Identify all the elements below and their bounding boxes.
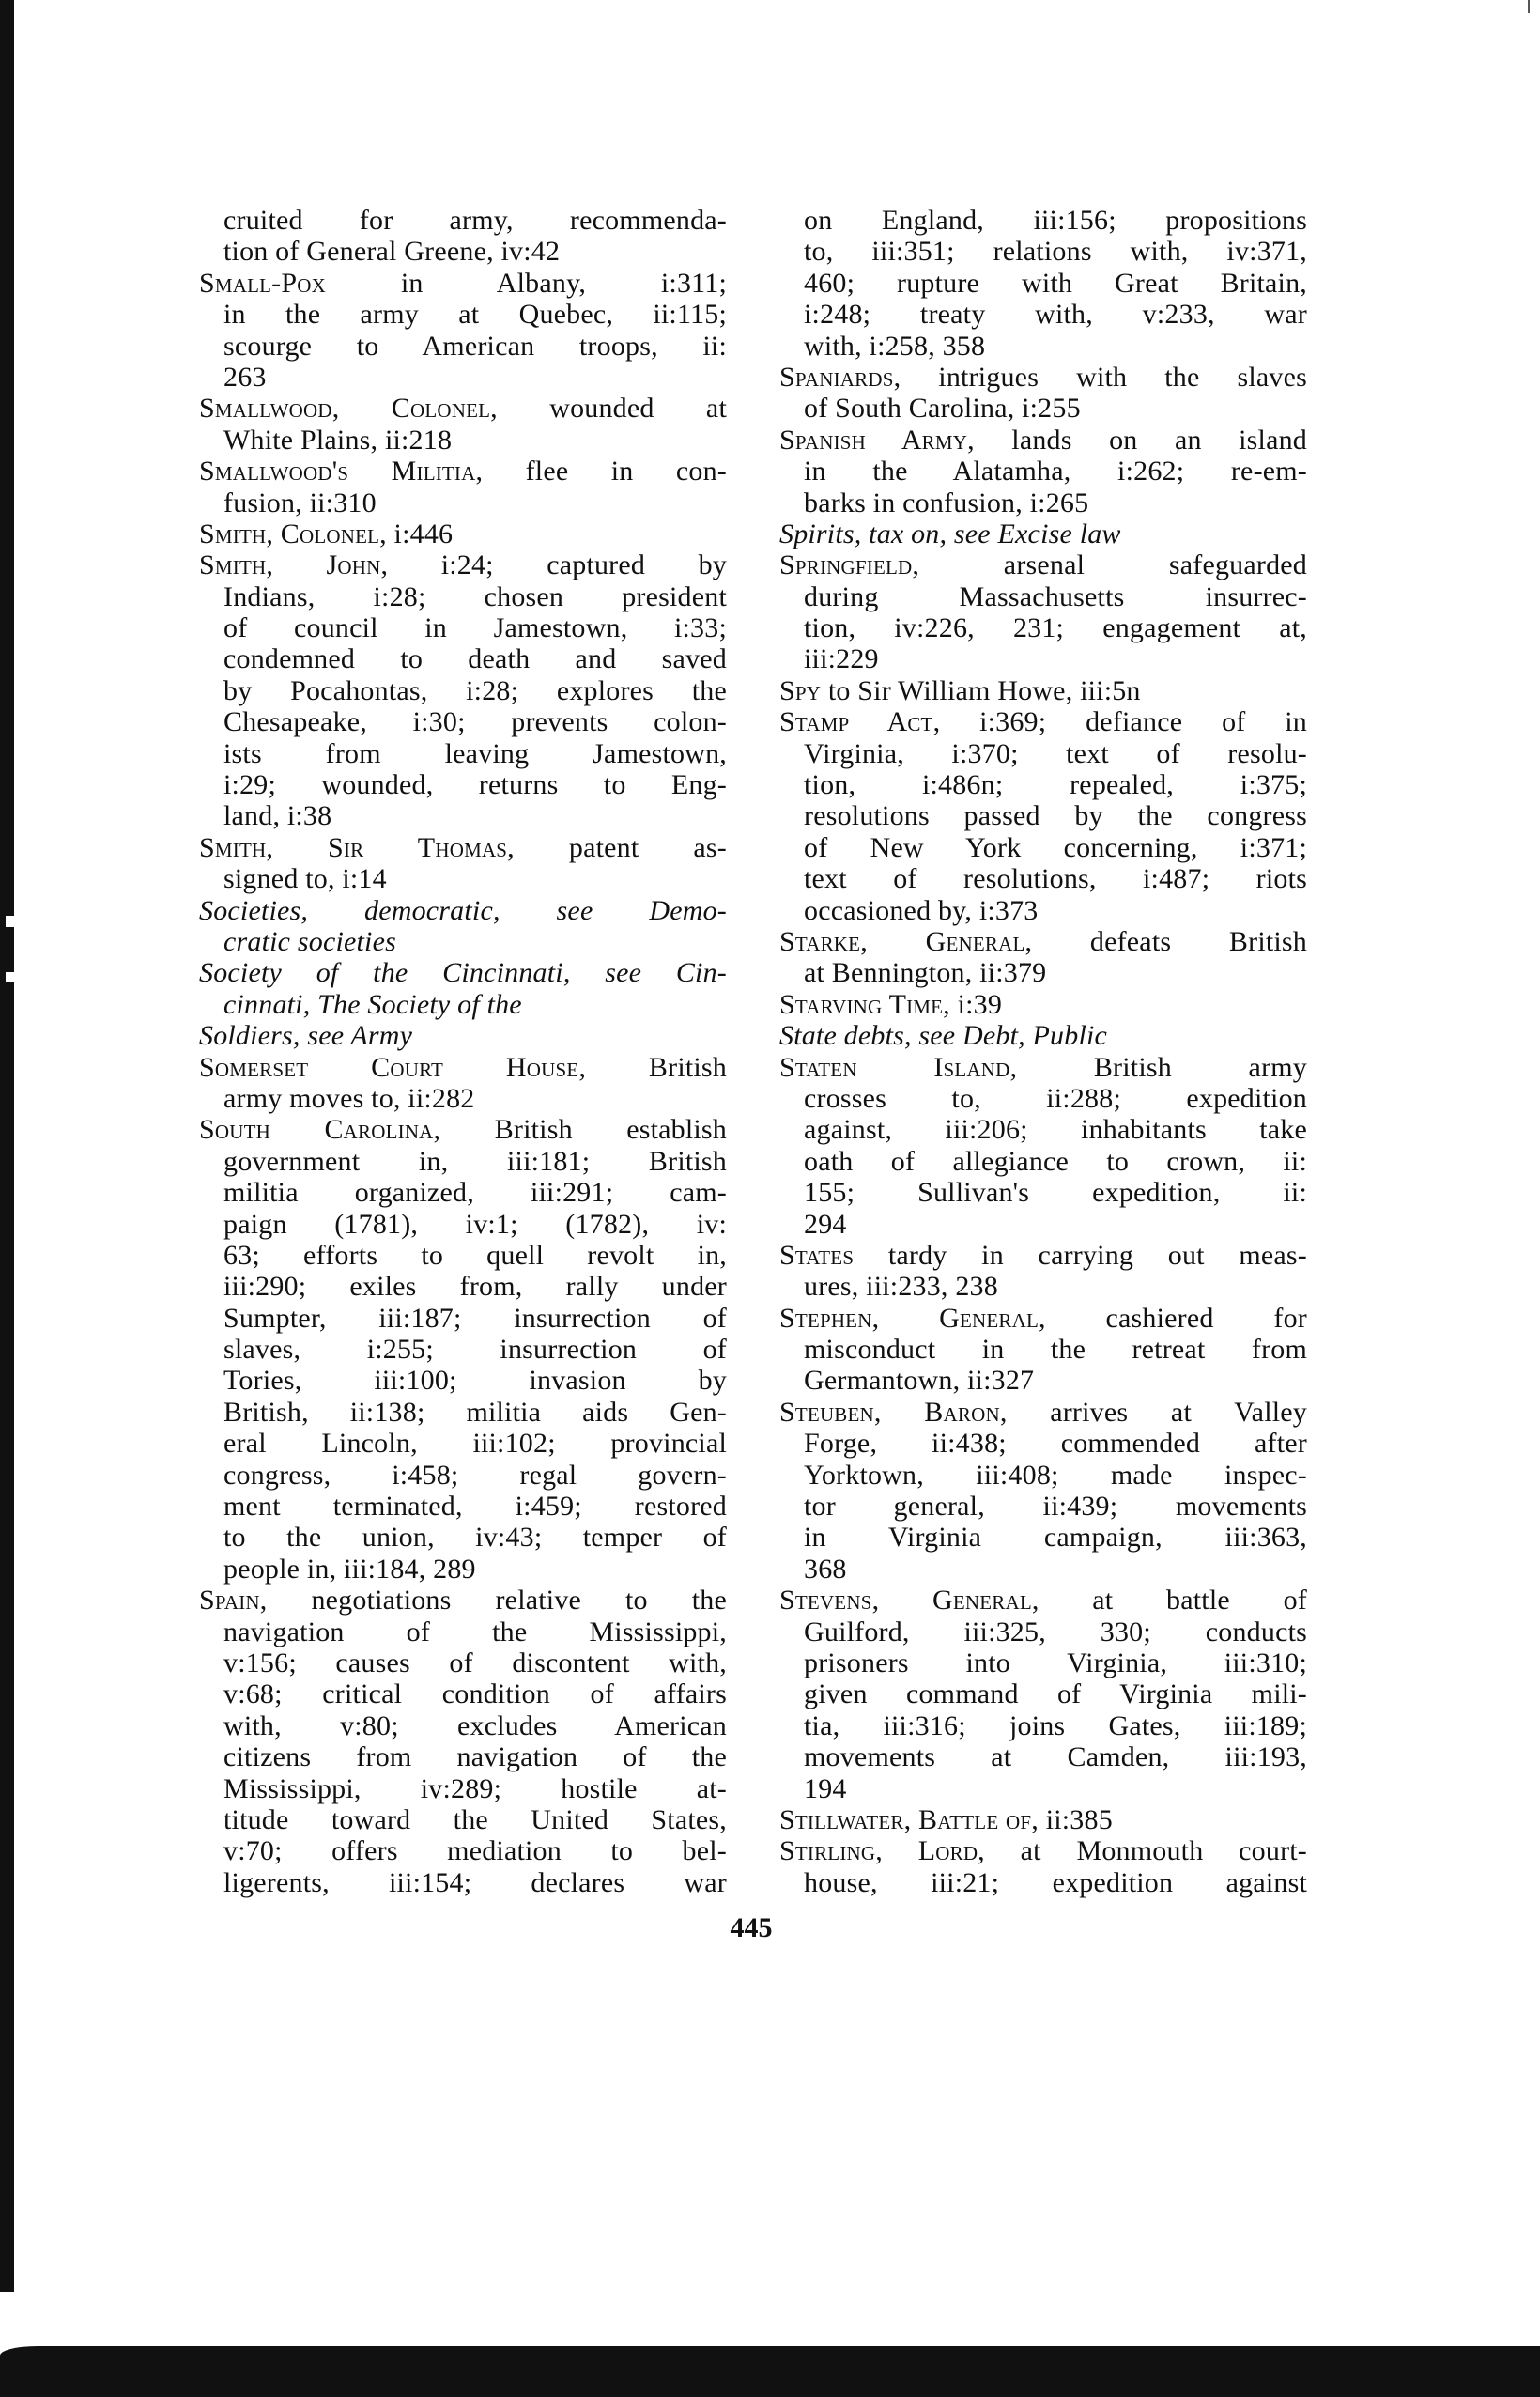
index-entry-heading: Starving Time, <box>779 988 950 1020</box>
index-line <box>199 1114 727 1145</box>
index-entry-text: v:70; offers mediation to bel- <box>223 1835 727 1867</box>
index-line <box>779 675 1307 706</box>
index-entry-text: in Virginia campaign, iii:363, <box>804 1522 1307 1554</box>
index-line <box>199 1491 727 1522</box>
index-line <box>779 1647 1307 1678</box>
index-entry-heading: Stamp Act, <box>779 706 941 738</box>
index-line <box>779 1710 1307 1741</box>
index-line <box>199 331 727 362</box>
index-line <box>779 863 1307 894</box>
index-line <box>199 895 727 926</box>
index-cross-reference: Societies, democratic, see Demo- <box>199 894 727 926</box>
index-entry-heading: Stirling, Lord, <box>779 1835 985 1867</box>
index-line <box>779 832 1307 863</box>
index-entry-heading: Stillwater, Battle of, <box>779 1803 1039 1835</box>
index-entry-text: in Albany, i:311; <box>325 267 727 299</box>
index-entry-text: tardy in carrying out meas- <box>854 1239 1307 1271</box>
index-line <box>199 1867 727 1898</box>
index-line <box>199 832 727 863</box>
index-line <box>199 1460 727 1491</box>
index-line <box>199 1397 727 1428</box>
index-line <box>199 1804 727 1835</box>
index-entry-text: in the army at Quebec, ii:115; <box>223 299 727 331</box>
index-cross-reference: Society of the Cincinnati, see Cin- <box>199 957 727 989</box>
index-line <box>199 1271 727 1302</box>
index-entry-text: ii:385 <box>1039 1803 1113 1835</box>
index-line <box>779 895 1307 926</box>
index-line <box>779 1773 1307 1804</box>
index-line <box>779 581 1307 612</box>
index-line <box>779 800 1307 831</box>
index-line <box>779 1303 1307 1334</box>
index-entry-text: with, i:258, 358 <box>804 330 986 362</box>
index-line <box>199 706 727 737</box>
index-line <box>779 1020 1307 1051</box>
index-line <box>779 549 1307 580</box>
index-entry-heading: Smith, John, <box>199 549 389 581</box>
scan-edge-gap <box>6 916 14 927</box>
index-line <box>779 1052 1307 1083</box>
index-line <box>779 236 1307 267</box>
scan-edge-left <box>0 0 14 2292</box>
index-entry-text: land, i:38 <box>223 800 332 832</box>
index-line <box>199 1209 727 1240</box>
index-line <box>199 1020 727 1051</box>
index-entry-text: condemned to death and saved <box>223 643 727 675</box>
index-line <box>199 1365 727 1396</box>
index-line <box>779 518 1307 549</box>
index-entry-text: defeats British <box>1032 925 1307 957</box>
index-line <box>779 957 1307 988</box>
index-line <box>779 738 1307 769</box>
index-entry-text: to, iii:351; relations with, iv:371, <box>804 236 1307 268</box>
index-entry-text: of New York concerning, i:371; <box>804 831 1307 863</box>
index-line <box>199 1773 727 1804</box>
index-line <box>199 800 727 831</box>
index-entry-text: wounded at <box>497 393 727 425</box>
index-line <box>779 1522 1307 1553</box>
index-line <box>779 1083 1307 1114</box>
index-entry-heading: Starke, General, <box>779 925 1033 957</box>
index-line <box>779 456 1307 487</box>
index-entry-text: iii:229 <box>804 643 879 675</box>
index-entry-text: British <box>586 1051 727 1083</box>
index-line <box>779 1491 1307 1522</box>
index-entry-text: intrigues with the slaves <box>901 361 1307 393</box>
index-entry-heading: Stephen, General, <box>779 1302 1046 1334</box>
index-entry-text: i:446 <box>386 518 454 549</box>
index-cross-reference: State debts, see Debt, Public <box>779 1020 1108 1052</box>
index-line <box>199 612 727 643</box>
index-entry-text: 63; efforts to quell revolt in, <box>223 1239 727 1271</box>
index-entry-text: 155; Sullivan's expedition, ii: <box>804 1177 1307 1209</box>
index-line <box>779 205 1307 236</box>
index-line <box>779 1240 1307 1271</box>
index-entry-text: cashiered for <box>1045 1302 1307 1334</box>
index-cross-reference: Spirits, tax on, see Excise law <box>779 518 1121 549</box>
index-line <box>779 1177 1307 1208</box>
index-entry-text: Virginia, i:370; text of resolu- <box>804 737 1307 769</box>
index-entry-text: barks in confusion, i:265 <box>804 487 1089 518</box>
index-entry-text: 460; rupture with Great Britain, <box>804 267 1307 299</box>
index-entry-text: i:369; defiance of in <box>940 706 1307 738</box>
index-line <box>779 487 1307 518</box>
index-entry-text: during Massachusetts insurrec- <box>804 580 1307 612</box>
index-line <box>199 205 727 236</box>
index-line <box>779 643 1307 674</box>
index-entry-text: British, ii:138; militia aids Gen- <box>223 1396 727 1428</box>
index-line <box>199 863 727 894</box>
index-line <box>779 1114 1307 1145</box>
index-entry-heading: Spaniards, <box>779 361 901 393</box>
index-line <box>199 1334 727 1365</box>
index-entry-text: i:29; wounded, returns to Eng- <box>223 769 727 801</box>
index-entry-text: of South Carolina, i:255 <box>804 393 1081 425</box>
index-entry-text: Guilford, iii:325, 330; conducts <box>804 1616 1307 1647</box>
index-entry-text: flee in con- <box>483 456 727 487</box>
index-entry-heading: Smith, Sir Thomas, <box>199 831 515 863</box>
index-entry-text: 194 <box>804 1772 847 1804</box>
index-line <box>779 769 1307 800</box>
index-entry-text: ment terminated, i:459; restored <box>223 1491 727 1523</box>
index-line <box>199 1428 727 1459</box>
index-entry-heading: Spy <box>779 674 822 706</box>
index-entry-text: iii:290; exiles from, rally under <box>223 1271 727 1303</box>
index-line <box>199 1710 727 1741</box>
index-entry-text: British establish <box>440 1114 727 1146</box>
index-entry-text: tor general, ii:439; movements <box>804 1491 1307 1523</box>
index-line <box>779 1585 1307 1616</box>
index-entry-text: navigation of the Mississippi, <box>223 1616 727 1647</box>
index-entry-text: paign (1781), iv:1; (1782), iv: <box>223 1208 727 1240</box>
index-line <box>199 1835 727 1866</box>
index-entry-text: oath of allegiance to crown, ii: <box>804 1145 1307 1177</box>
index-line <box>199 268 727 299</box>
index-entry-text: citizens from navigation of the <box>223 1741 727 1773</box>
index-entry-text: Mississippi, iv:289; hostile at- <box>223 1772 727 1804</box>
index-line <box>199 1146 727 1177</box>
index-line <box>199 1554 727 1585</box>
index-entry-text: government in, iii:181; British <box>223 1145 727 1177</box>
index-entry-text: at battle of <box>1039 1585 1307 1616</box>
index-entry-text: occasioned by, i:373 <box>804 894 1039 926</box>
index-line <box>199 456 727 487</box>
index-entry-text: crosses to, ii:288; expedition <box>804 1082 1307 1114</box>
index-entry-text: Germantown, ii:327 <box>804 1365 1035 1397</box>
index-line <box>779 989 1307 1020</box>
index-entry-heading: South Carolina, <box>199 1114 441 1146</box>
index-line <box>199 1052 727 1083</box>
index-line <box>199 926 727 957</box>
index-line <box>199 425 727 456</box>
index-entry-text: arrives at Valley <box>1007 1396 1307 1428</box>
index-line <box>779 362 1307 393</box>
index-entry-text: patent as- <box>514 831 727 863</box>
index-column-right <box>779 205 1307 1898</box>
index-line <box>779 268 1307 299</box>
index-entry-text: of council in Jamestown, i:33; <box>223 612 727 644</box>
index-entry-text: titude toward the United States, <box>223 1803 727 1835</box>
index-line <box>199 769 727 800</box>
index-line <box>199 581 727 612</box>
index-entry-text: people in, iii:184, 289 <box>223 1553 476 1585</box>
index-entry-text: signed to, i:14 <box>223 863 387 895</box>
index-line <box>779 1271 1307 1302</box>
index-entry-heading: Stevens, General, <box>779 1585 1040 1616</box>
index-entry-text: slaves, i:255; insurrection of <box>223 1334 727 1366</box>
index-line <box>199 1741 727 1772</box>
index-line <box>199 1240 727 1271</box>
index-line <box>779 926 1307 957</box>
index-entry-heading: Steuben, Baron, <box>779 1396 1008 1428</box>
index-entry-text: negotiations relative to the <box>267 1585 727 1616</box>
index-entry-text: scourge to American troops, ii: <box>223 330 727 362</box>
index-entry-text: lands on an island <box>974 424 1307 456</box>
scan-edge-bottom <box>0 2346 1540 2397</box>
index-entry-heading: Springfield, <box>779 549 920 581</box>
index-entry-text: arsenal safeguarded <box>919 549 1307 581</box>
index-line <box>199 1647 727 1678</box>
index-entry-text: at Monmouth court- <box>984 1835 1307 1867</box>
index-entry-text: i:248; treaty with, v:233, war <box>804 299 1307 331</box>
index-line <box>199 393 727 424</box>
index-line <box>779 1678 1307 1709</box>
index-line <box>779 299 1307 330</box>
index-entry-text: Yorktown, iii:408; made inspec- <box>804 1459 1307 1491</box>
index-entry-heading: Smith, Colonel, <box>199 518 387 549</box>
index-entry-text: tion, i:486n; repealed, i:375; <box>804 769 1307 801</box>
index-entry-text: militia organized, iii:291; cam- <box>223 1177 727 1209</box>
index-entry-text: v:68; critical condition of affairs <box>223 1678 727 1710</box>
index-line <box>199 518 727 549</box>
index-entry-text: 368 <box>804 1553 847 1585</box>
index-entry-text: to Sir William Howe, iii:5n <box>821 674 1141 706</box>
index-entry-text: fusion, ii:310 <box>223 487 377 518</box>
index-entry-text: British army <box>1017 1051 1307 1083</box>
index-entry-heading: Small-Pox <box>199 267 326 299</box>
index-line <box>779 1867 1307 1898</box>
index-entry-text: White Plains, ii:218 <box>223 424 453 456</box>
index-entry-text: on England, iii:156; propositions <box>804 205 1307 236</box>
index-entry-text: ligerents, iii:154; declares war <box>223 1866 727 1898</box>
index-line <box>199 236 727 267</box>
index-entry-text: 263 <box>223 361 267 393</box>
index-line <box>779 331 1307 362</box>
index-line <box>199 738 727 769</box>
index-entry-text: ists from leaving Jamestown, <box>223 737 727 769</box>
index-entry-heading: Staten Island, <box>779 1051 1018 1083</box>
index-entry-heading: Somerset Court House, <box>199 1051 587 1083</box>
index-line <box>779 1554 1307 1585</box>
index-entry-text: i:39 <box>949 988 1003 1020</box>
index-entry-text: to the union, iv:43; temper of <box>223 1522 727 1554</box>
index-entry-text: misconduct in the retreat from <box>804 1334 1307 1366</box>
index-entry-text: congress, i:458; regal govern- <box>223 1459 727 1491</box>
scan-edge-right <box>1528 0 1530 13</box>
index-line <box>779 1835 1307 1866</box>
index-line <box>199 1585 727 1616</box>
index-entry-text: by Pocahontas, i:28; explores the <box>223 674 727 706</box>
index-column-left <box>199 205 727 1898</box>
index-entry-text: 294 <box>804 1208 847 1240</box>
scan-edge-gap <box>6 972 14 982</box>
index-line <box>779 1365 1307 1396</box>
index-entry-text: resolutions passed by the congress <box>804 800 1307 832</box>
index-entry-text: tion of General Greene, iv:42 <box>223 236 561 268</box>
index-line <box>199 675 727 706</box>
index-entry-text: movements at Camden, iii:193, <box>804 1741 1307 1773</box>
index-line <box>199 362 727 393</box>
index-line <box>779 1397 1307 1428</box>
index-line <box>779 1334 1307 1365</box>
index-entry-heading: Smallwood's Militia, <box>199 456 484 487</box>
index-line <box>779 706 1307 737</box>
index-entry-heading: Smallwood, Colonel, <box>199 393 498 425</box>
index-entry-text: army moves to, ii:282 <box>223 1082 475 1114</box>
index-entry-heading: Spanish Army, <box>779 424 975 456</box>
index-line <box>199 1522 727 1553</box>
index-entry-text: prisoners into Virginia, iii:310; <box>804 1647 1307 1678</box>
index-entry-text: tion, iv:226, 231; engagement at, <box>804 612 1307 644</box>
index-line <box>779 1616 1307 1647</box>
index-entry-text: ures, iii:233, 238 <box>804 1271 998 1303</box>
index-entry-heading: States <box>779 1239 855 1271</box>
index-entry-text: house, iii:21; expedition against <box>804 1866 1307 1898</box>
index-entry-text: eral Lincoln, iii:102; provincial <box>223 1428 727 1460</box>
index-entry-text: Chesapeake, i:30; prevents colon- <box>223 706 727 738</box>
index-entry-text: Forge, ii:438; commended after <box>804 1428 1307 1460</box>
index-cross-reference: cinnati, The Society of the <box>223 988 522 1020</box>
index-line <box>199 299 727 330</box>
index-line <box>199 1678 727 1709</box>
index-line <box>199 1177 727 1208</box>
index-entry-heading: Spain, <box>199 1585 268 1616</box>
index-line <box>199 1616 727 1647</box>
index-line <box>199 989 727 1020</box>
index-entry-text: with, v:80; excludes American <box>223 1709 727 1741</box>
index-line <box>779 1804 1307 1835</box>
index-line <box>779 425 1307 456</box>
index-line <box>779 612 1307 643</box>
index-entry-text: given command of Virginia mili- <box>804 1678 1307 1710</box>
index-line <box>779 393 1307 424</box>
index-entry-text: at Bennington, ii:379 <box>804 957 1047 989</box>
index-entry-text: cruited for army, recommenda- <box>223 205 727 236</box>
index-line <box>199 957 727 988</box>
index-line <box>199 1083 727 1114</box>
index-entry-text: v:156; causes of discontent with, <box>223 1647 727 1678</box>
index-line <box>199 487 727 518</box>
index-line <box>779 1428 1307 1459</box>
index-entry-text: text of resolutions, i:487; riots <box>804 863 1307 895</box>
page-number: 445 <box>730 1912 773 1943</box>
index-entry-text: Tories, iii:100; invasion by <box>223 1365 727 1397</box>
index-line <box>779 1146 1307 1177</box>
index-entry-text: against, iii:206; inhabitants take <box>804 1114 1307 1146</box>
index-line <box>779 1209 1307 1240</box>
index-entry-text: i:24; captured by <box>388 549 727 581</box>
index-cross-reference: cratic societies <box>223 925 396 957</box>
index-entry-text: tia, iii:316; joins Gates, iii:189; <box>804 1709 1307 1741</box>
index-line <box>779 1460 1307 1491</box>
index-cross-reference: Soldiers, see Army <box>199 1020 413 1052</box>
index-line <box>199 549 727 580</box>
index-entry-text: Sumpter, iii:187; insurrection of <box>223 1302 727 1334</box>
index-line <box>779 1741 1307 1772</box>
index-line <box>199 643 727 674</box>
index-line <box>199 1303 727 1334</box>
index-entry-text: Indians, i:28; chosen president <box>223 580 727 612</box>
index-entry-text: in the Alatamha, i:262; re-em- <box>804 456 1307 487</box>
